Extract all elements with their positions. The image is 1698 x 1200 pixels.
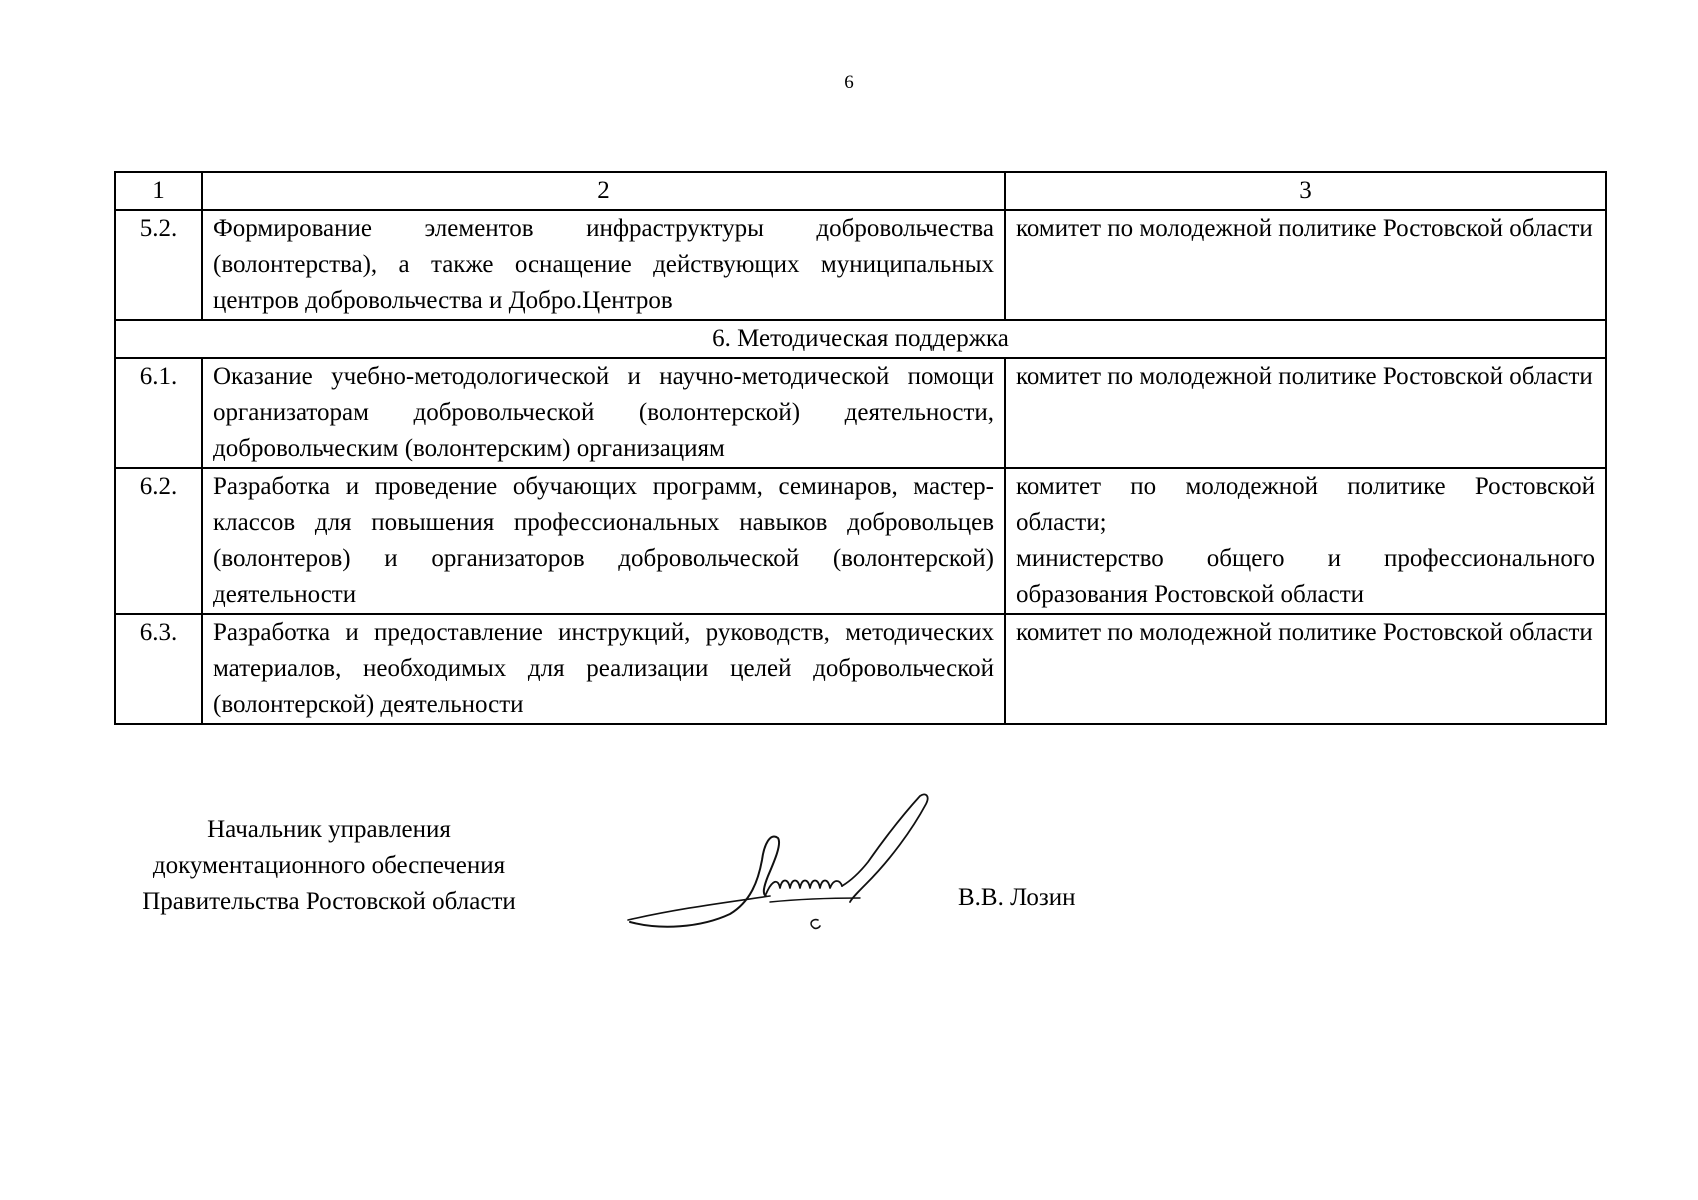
row-number: 6.2. (115, 468, 202, 614)
row-action: Разработка и проведение обучающих программ, семинаров, мастер-классов для повышения профессиональных навыков добровольцев (волонтеров) и организаторов добровольческой (волонтерской) деятельности (202, 468, 1005, 614)
signer-name: В.В. Лозин (958, 884, 1076, 911)
row-responsible: комитет по молодежной политике Ростовской области (1005, 358, 1606, 468)
position-line-2: документационного обеспечения (152, 852, 506, 879)
row-responsible: комитет по молодежной политике Ростовской области (1005, 614, 1606, 724)
handwritten-signature (620, 790, 950, 940)
column-header-2: 2 (202, 172, 1005, 210)
row-number: 5.2. (115, 210, 202, 320)
row-action: Оказание учебно-методологической и научно-методической помощи организаторам добровольческой (волонтерской) деятельности, добровольческим (волонтерским) организациям (202, 358, 1005, 468)
measures-table (114, 171, 1607, 725)
section-row (115, 320, 1606, 358)
table-row (115, 614, 1606, 724)
row-action: Разработка и предоставление инструкций, руководств, методических материалов, необходимых для реализации целей добровольческой (волонтерской) деятельности (202, 614, 1005, 724)
row-responsible: комитет по молодежной политике Ростовской области (1005, 210, 1606, 320)
table-header-row (115, 172, 1606, 210)
column-header-1: 1 (115, 172, 202, 210)
row-number: 6.1. (115, 358, 202, 468)
row-number: 6.3. (115, 614, 202, 724)
table-row (115, 210, 1606, 320)
position-line-3: Правительства Ростовской области (142, 888, 516, 915)
section-title: 6. Методическая поддержка (115, 320, 1606, 358)
responsible-line-1: комитет по молодежной политике Ростовской области; (1016, 473, 1595, 536)
column-header-3: 3 (1005, 172, 1606, 210)
row-action: Формирование элементов инфраструктуры добровольчества (волонтерства), а также оснащение действующих муниципальных центров добровольчества и Добро.Центров (202, 210, 1005, 320)
responsible-line-2: министерство общего и профессионального образования Ростовской области (1016, 545, 1595, 608)
position-line-1: Начальник управления (207, 816, 451, 843)
table-row (115, 468, 1606, 614)
row-responsible (1005, 468, 1606, 614)
page-number: 6 (844, 72, 854, 93)
table-row (115, 358, 1606, 468)
signatory-position (114, 812, 544, 920)
